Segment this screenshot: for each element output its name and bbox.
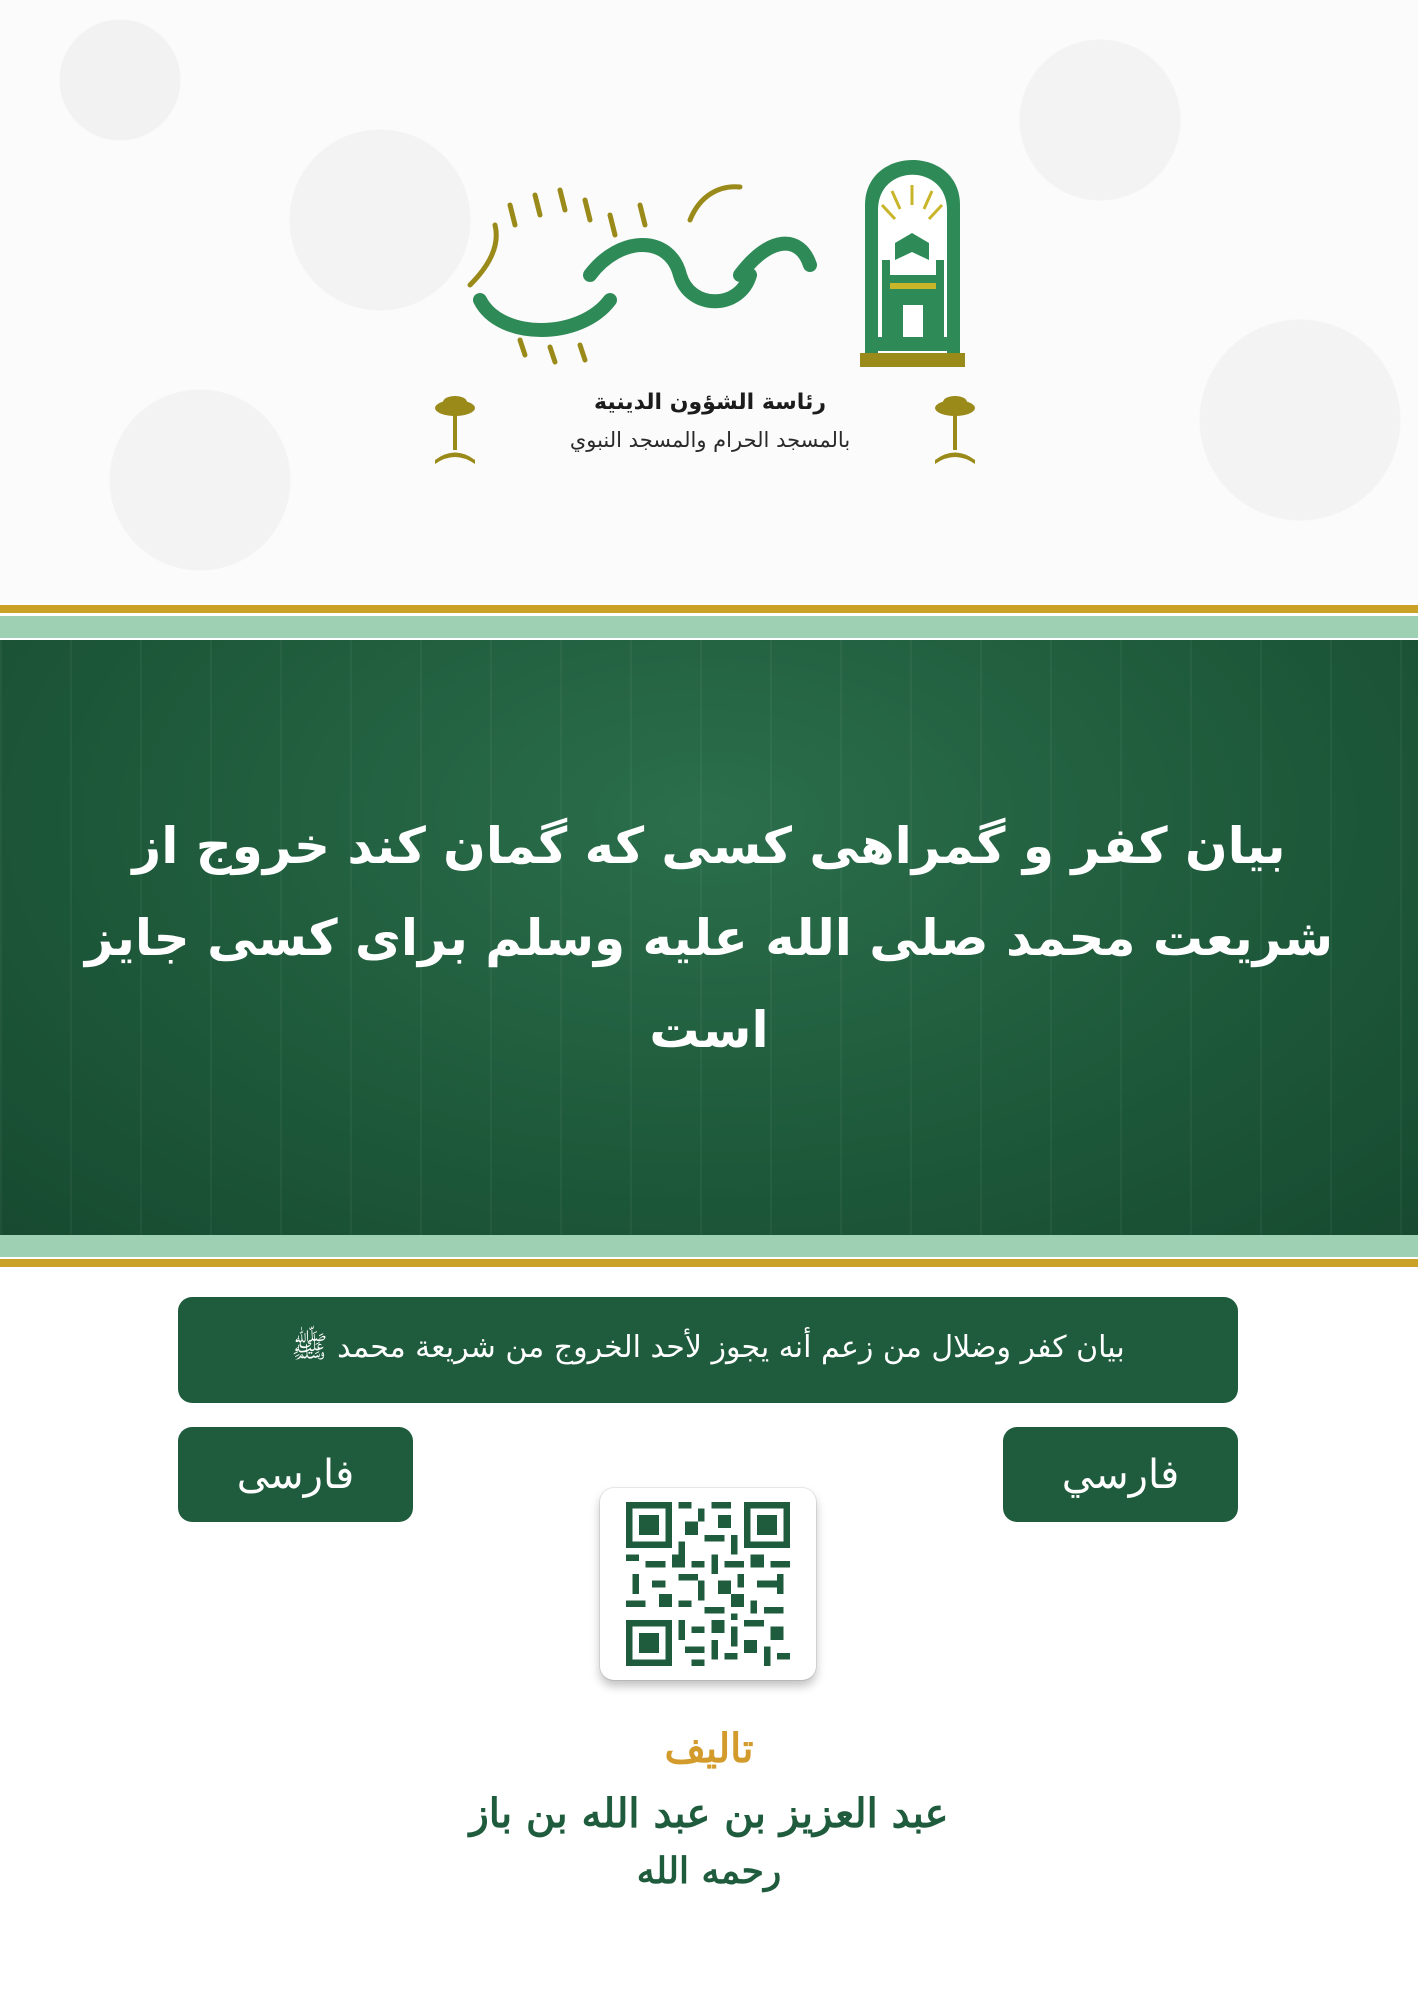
author-name: عبد العزيز بن عبد الله بن باز [469, 1790, 949, 1837]
title-line-2: شریعت محمد صلی الله علیه وسلم برای کسی جایز است [84, 909, 1334, 1059]
author-label: تاليف [664, 1725, 754, 1772]
language-badge-left [178, 1427, 413, 1522]
banner-background [0, 640, 1418, 1235]
mint-stripe-top [0, 616, 1418, 638]
language-label-left: فارسى [236, 1451, 355, 1498]
author-prayer: رحمه الله [636, 1850, 782, 1892]
org-name: رئاسة الشؤون الدينية [594, 390, 826, 415]
org-subtitle: بالمسجد الحرام والمسجد النبوي [569, 428, 851, 452]
haramain-logo [440, 125, 980, 475]
document-title [60, 800, 1358, 1076]
arabic-subtitle [178, 1297, 1238, 1403]
logo-emblem-icon [440, 125, 980, 385]
qr-code[interactable] [600, 1488, 816, 1680]
arabic-subtitle-text: بيان كفر وضلال من زعم أنه يجوز لأحد الخروج من شريعة محمد ﷺ [291, 1329, 1125, 1365]
gold-stripe-top [0, 605, 1418, 613]
language-label-right: فارسي [1061, 1451, 1180, 1498]
gold-stripe-bottom [0, 1259, 1418, 1267]
title-line-1: بیان کفر و گمراهی کسی که گمان کند خروج از [132, 817, 1286, 875]
qr-code-icon [618, 1502, 798, 1666]
language-badge-right [1003, 1427, 1238, 1522]
mint-stripe-bottom [0, 1235, 1418, 1257]
title-banner [0, 605, 1418, 1270]
